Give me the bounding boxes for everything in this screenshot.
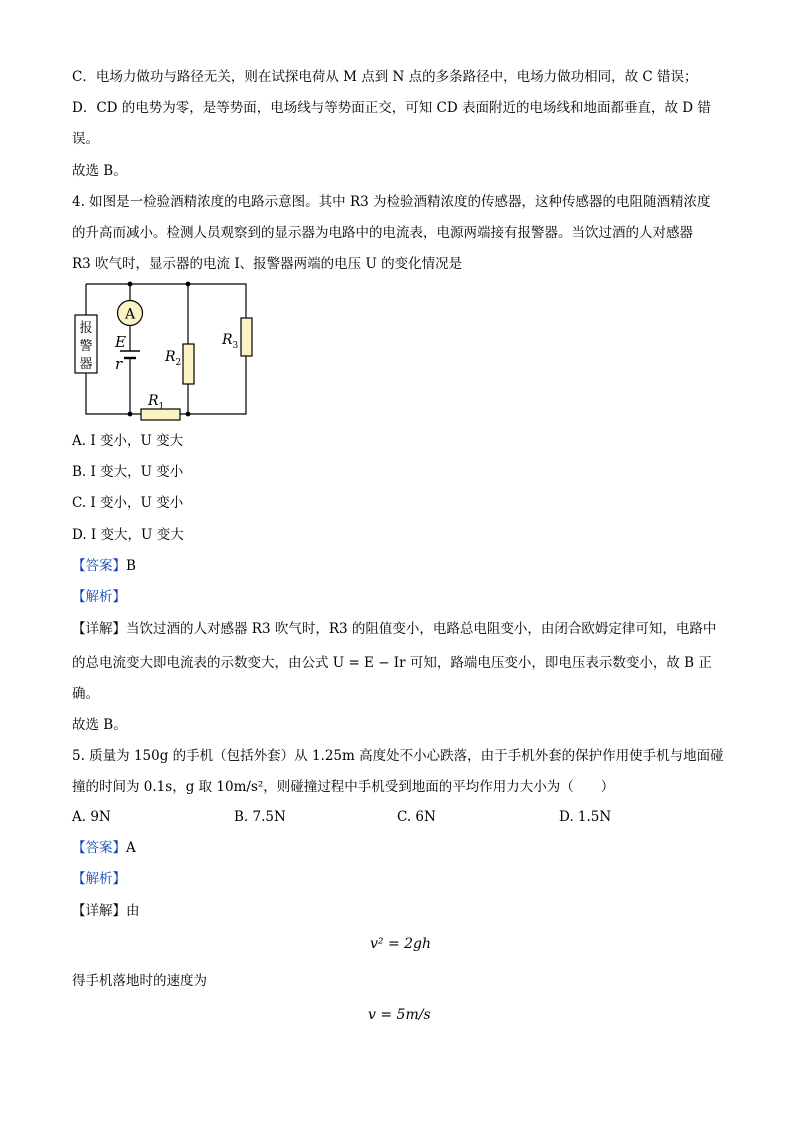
r2-label: $R_2$ xyxy=(165,349,182,368)
alarm-label-1: 报 xyxy=(79,321,93,336)
emf-label: E xyxy=(115,333,126,351)
q5-stem-1: 5. 质量为 150g 的手机（包括外套）从 1.25m 高度处不小心跌落，由于手机外套的保护作用使手机与地面碰 xyxy=(72,748,724,764)
q4-stem-1: 4. 如图是一检验酒精浓度的电路示意图。其中 R3 为检验酒精浓度的传感器，这种传感器的电阻随酒精浓度 xyxy=(72,194,711,210)
detail-tag: 【详解】 xyxy=(72,903,126,919)
equation-v-squared: v² = 2gh xyxy=(370,936,432,952)
q4-detail-2: 的总电流变大即电流表的示数变大，由公式 U = E − Ir 可知，路端电压变小，即电压表示数变小，故 B 正 xyxy=(72,655,712,671)
q5-mid-text: 得手机落地时的速度为 xyxy=(72,973,207,989)
junction-dot xyxy=(128,412,133,417)
q5-option-c[interactable]: C. 6N xyxy=(397,809,436,825)
resistor-r2 xyxy=(183,344,194,384)
q3-choose: 故选 B。 xyxy=(72,163,127,179)
q5-option-d[interactable]: D. 1.5N xyxy=(559,809,612,825)
r3-label: $R_3$ xyxy=(222,332,239,351)
q5-detail-1 xyxy=(72,902,140,920)
q5-analysis-tag: 【解析】 xyxy=(72,871,126,887)
answer-tag: 【答案】 xyxy=(72,558,126,574)
q4-option-d[interactable]: D. I 变大，U 变大 xyxy=(72,527,184,543)
q4-stem-2: 的升高而减小。检测人员观察到的显示器为电路中的电流表，电源两端接有报警器。当饮过酒的人对感器 xyxy=(72,225,693,241)
q3-option-d-explanation-2: 误。 xyxy=(72,131,99,147)
q4-detail-3: 确。 xyxy=(72,686,99,702)
internal-resistance-label: r xyxy=(115,355,123,373)
r1-label: $R_1$ xyxy=(148,393,165,412)
q4-choose: 故选 B。 xyxy=(72,717,127,733)
q4-analysis-tag: 【解析】 xyxy=(72,589,126,605)
q5-option-a[interactable]: A. 9N xyxy=(72,809,111,825)
q5-option-b[interactable]: B. 7.5N xyxy=(234,809,286,825)
q3-option-d-explanation-1: D．CD 的电势为零，是等势面，电场线与等势面正交，可知 CD 表面附近的电场线和地面都垂直，故 D 错 xyxy=(72,100,711,116)
circuit-diagram xyxy=(70,278,260,423)
q5-detail-start: 由 xyxy=(126,903,140,919)
junction-dot xyxy=(186,412,191,417)
q5-answer: A xyxy=(126,840,136,856)
q4-option-c[interactable]: C. I 变小，U 变小 xyxy=(72,495,184,511)
resistor-r3 xyxy=(241,318,252,356)
alarm-label-3: 器 xyxy=(79,357,93,372)
q4-detail-1 xyxy=(72,620,716,638)
q4-answer: B xyxy=(126,558,136,574)
junction-dot xyxy=(128,282,133,287)
q4-stem-3: R3 吹气时，显示器的电流 I、报警器两端的电压 U 的变化情况是 xyxy=(72,256,463,272)
q4-option-b[interactable]: B. I 变大，U 变小 xyxy=(72,464,184,480)
q3-option-c-explanation: C．电场力做功与路径无关，则在试探电荷从 M 点到 N 点的多条路径中，电场力做功相同，故 C 错误； xyxy=(72,69,698,85)
q4-option-a[interactable]: A. I 变小，U 变大 xyxy=(72,433,184,449)
equation-velocity: v = 5m/s xyxy=(368,1007,431,1023)
answer-tag: 【答案】 xyxy=(72,840,126,856)
q4-detail-text-1: 当饮过酒的人对感器 R3 吹气时，R3 的阻值变小，电路总电阻变小，由闭合欧姆定律可知，电路中 xyxy=(126,621,717,637)
detail-tag: 【详解】 xyxy=(72,621,126,637)
ammeter-label: A xyxy=(124,306,136,323)
q5-answer-row xyxy=(72,839,136,857)
alarm-label-2: 警 xyxy=(79,339,93,354)
q5-stem-2: 撞的时间为 0.1s，g 取 10m/s²，则碰撞过程中手机受到地面的平均作用力大小为（ ） xyxy=(72,779,615,795)
junction-dot xyxy=(186,282,191,287)
q4-answer-row xyxy=(72,557,136,575)
